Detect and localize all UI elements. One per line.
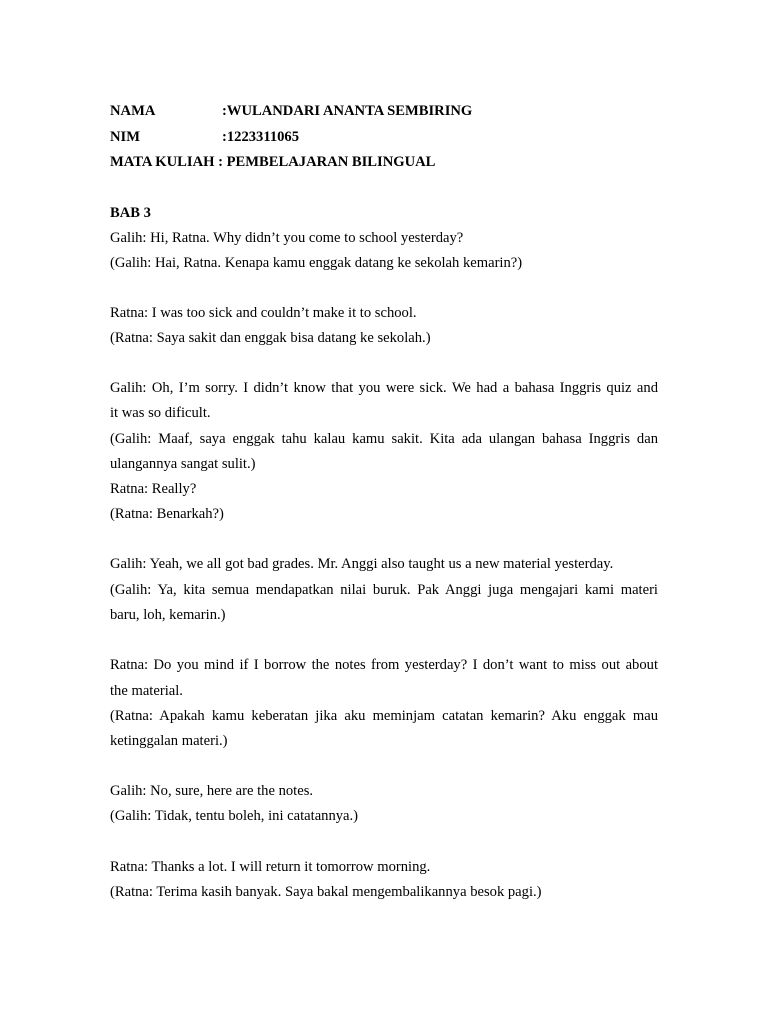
- dialog-line: Ratna: Really?: [110, 481, 197, 497]
- dialog-line: (Galih: Ya, kita semua mendapatkan nilai buruk. Pak Anggi juga mengajari kami materi: [110, 582, 658, 598]
- dialog-line: Galih: Yeah, we all got bad grades. Mr. Anggi also taught us a new material yesterday.: [110, 556, 614, 572]
- dialog-line: (Galih: Maaf, saya enggak tahu kalau kamu sakit. Kita ada ulangan bahasa Inggris dan: [110, 431, 658, 447]
- dialog-line: (Ratna: Saya sakit dan enggak bisa datang ke sekolah.): [110, 330, 431, 346]
- chapter-heading: BAB 3: [110, 205, 151, 221]
- dialog-line: Ratna: I was too sick and couldn’t make it to school.: [110, 305, 417, 321]
- dialog-line: (Galih: Hai, Ratna. Kenapa kamu enggak datang ke sekolah kemarin?): [110, 255, 523, 271]
- dialog-line: Ratna: Thanks a lot. I will return it tomorrow morning.: [110, 859, 431, 875]
- nama-row: [110, 102, 473, 120]
- nim-value: :1223311065: [222, 129, 300, 145]
- dialog-line: (Galih: Tidak, tentu boleh, ini catatannya.): [110, 808, 359, 824]
- dialog-line: Ratna: Do you mind if I borrow the notes from yesterday? I don’t want to miss out about: [110, 657, 658, 673]
- nama-value: :WULANDARI ANANTA SEMBIRING: [222, 103, 473, 119]
- nim-row: [110, 128, 300, 146]
- dialog-line: Galih: Hi, Ratna. Why didn’t you come to school yesterday?: [110, 230, 464, 246]
- dialog-line: (Ratna: Terima kasih banyak. Saya bakal mengembalikannya besok pagi.): [110, 884, 542, 900]
- dialog-line: ulangannya sangat sulit.): [110, 456, 256, 472]
- dialog-line: baru, loh, kemarin.): [110, 607, 226, 623]
- dialog-line: the material.: [110, 683, 183, 699]
- dialog-line: it was so dificult.: [110, 405, 211, 421]
- dialog-line: Galih: Oh, I’m sorry. I didn’t know that you were sick. We had a bahasa Inggris quiz and: [110, 380, 658, 396]
- dialog-line: (Ratna: Benarkah?): [110, 506, 224, 522]
- document-page: [110, 0, 658, 1024]
- dialog-line: ketinggalan materi.): [110, 733, 228, 749]
- mata-kuliah-row: MATA KULIAH : PEMBELAJARAN BILINGUAL: [110, 154, 436, 170]
- nama-label: NAMA: [110, 103, 156, 119]
- nim-label: NIM: [110, 129, 140, 145]
- dialog-line: Galih: No, sure, here are the notes.: [110, 783, 314, 799]
- dialog-line: (Ratna: Apakah kamu keberatan jika aku meminjam catatan kemarin? Aku enggak mau: [110, 708, 658, 724]
